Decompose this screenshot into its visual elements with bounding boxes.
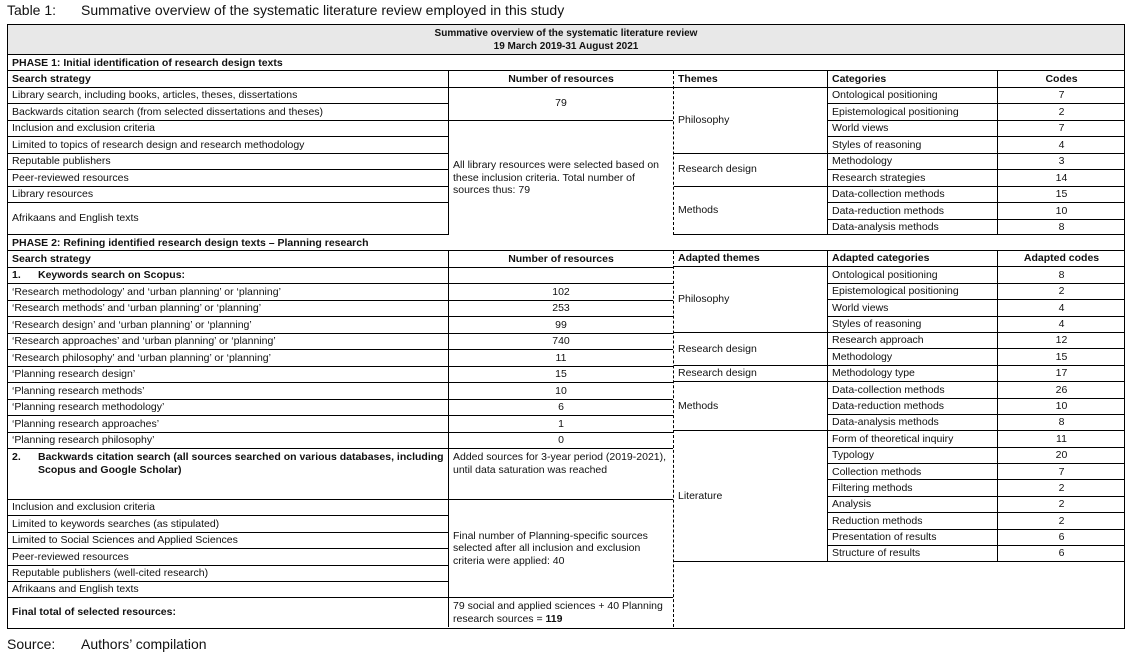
code-cell: 2 bbox=[998, 497, 1125, 513]
keyword-query: ‘Planning research methods’ bbox=[8, 383, 449, 400]
table-header-title: Summative overview of the systematic literature review bbox=[434, 28, 698, 39]
code-cell: 8 bbox=[998, 415, 1125, 431]
code-cell: 6 bbox=[998, 530, 1125, 546]
code-cell: 3 bbox=[998, 154, 1125, 171]
resources-header: Number of resources bbox=[449, 251, 673, 268]
criteria-resources: Final number of Planning-specific sources selected after all inclusion and exclusion criteria were applied: 40 bbox=[449, 500, 673, 598]
final-total-sentence: 79 social and applied sciences + 40 Planning research sources = bbox=[453, 600, 663, 625]
search-strategy-row: Library search, including books, articles, theses, dissertations bbox=[8, 88, 449, 105]
search-strategy-row: Reputable publishers bbox=[8, 154, 449, 171]
category-cell: Epistemological positioning bbox=[828, 104, 998, 121]
search-strategy-header: Search strategy bbox=[8, 251, 449, 268]
category-cell: Analysis bbox=[828, 497, 998, 513]
code-cell: 17 bbox=[998, 366, 1125, 382]
category-cell: Research strategies bbox=[828, 170, 998, 187]
category-cell: Data-reduction methods bbox=[828, 203, 998, 220]
keyword-query: ‘Planning research methodology’ bbox=[8, 400, 449, 417]
keyword-query: ‘Planning research design’ bbox=[8, 367, 449, 384]
code-cell: 11 bbox=[998, 431, 1125, 447]
phase1-themes-grid bbox=[673, 71, 1125, 235]
code-cell: 12 bbox=[998, 333, 1125, 349]
table-header-dates: 19 March 2019-31 August 2021 bbox=[493, 41, 639, 52]
categories-header: Adapted categories bbox=[828, 251, 998, 267]
category-cell: Structure of results bbox=[828, 546, 998, 562]
criteria-row: Limited to keywords searches (as stipulated) bbox=[8, 516, 449, 532]
keyword-count: 15 bbox=[449, 367, 673, 384]
category-cell: Ontological positioning bbox=[828, 267, 998, 283]
category-cell: Ontological positioning bbox=[828, 88, 998, 105]
code-cell: 4 bbox=[998, 137, 1125, 154]
criteria-row: Limited to Social Sciences and Applied Sciences bbox=[8, 533, 449, 549]
resources-note: All library resources were selected based on these inclusion criteria. Total number of sources thus: 79 bbox=[453, 159, 660, 196]
code-cell: 26 bbox=[998, 382, 1125, 398]
source-label: Source: bbox=[7, 636, 56, 652]
code-cell: 2 bbox=[998, 513, 1125, 529]
code-cell: 7 bbox=[998, 121, 1125, 138]
criteria-row: Peer-reviewed resources bbox=[8, 549, 449, 565]
keyword-query: ‘Research methodology’ and ‘urban planning’ or ‘planning’ bbox=[8, 284, 449, 301]
category-cell: Research approach bbox=[828, 333, 998, 349]
keyword-count: 6 bbox=[449, 400, 673, 417]
backwards-resources: Added sources for 3-year period (2019-2021), until data saturation was reached bbox=[449, 449, 673, 500]
phase1-title: PHASE 1: Initial identification of research design texts bbox=[8, 55, 1124, 71]
code-cell: 2 bbox=[998, 104, 1125, 121]
criteria-row: Inclusion and exclusion criteria bbox=[8, 500, 449, 516]
caption-label: Table 1: bbox=[7, 2, 57, 18]
final-total-text bbox=[449, 598, 673, 627]
category-cell: Data-reduction methods bbox=[828, 399, 998, 415]
phase1-block bbox=[8, 71, 1124, 235]
code-cell: 4 bbox=[998, 300, 1125, 316]
table-header bbox=[8, 25, 1124, 55]
codes-header: Adapted codes bbox=[998, 251, 1125, 267]
keyword-query: ‘Research approaches’ and ‘urban planning’ or ‘planning’ bbox=[8, 334, 449, 351]
keywords-heading-resources bbox=[449, 268, 673, 285]
keyword-query: ‘Planning research approaches’ bbox=[8, 416, 449, 433]
code-cell: 8 bbox=[998, 267, 1125, 283]
codes-header: Codes bbox=[998, 71, 1125, 88]
category-cell: Data-collection methods bbox=[828, 187, 998, 204]
keyword-count: 99 bbox=[449, 317, 673, 334]
keywords-heading bbox=[8, 268, 449, 285]
search-strategy-row: Peer-reviewed resources bbox=[8, 170, 449, 187]
final-total-label: Final total of selected resources: bbox=[8, 598, 449, 627]
category-cell: Typology bbox=[828, 448, 998, 464]
category-cell: World views bbox=[828, 121, 998, 138]
category-cell: Styles of reasoning bbox=[828, 137, 998, 154]
summary-table bbox=[7, 24, 1125, 629]
code-cell: 10 bbox=[998, 399, 1125, 415]
code-cell: 6 bbox=[998, 546, 1125, 562]
criteria-row: Afrikaans and English texts bbox=[8, 582, 449, 598]
keyword-count: 1 bbox=[449, 416, 673, 433]
keyword-count: 0 bbox=[449, 433, 673, 450]
phase1-search-grid bbox=[8, 71, 673, 235]
phase2-search-grid bbox=[8, 251, 673, 627]
keyword-count: 10 bbox=[449, 383, 673, 400]
category-cell: Collection methods bbox=[828, 464, 998, 480]
phase2-block bbox=[8, 251, 1124, 627]
theme-cell: Philosophy bbox=[674, 267, 828, 333]
backwards-citation-row bbox=[8, 449, 449, 500]
code-cell: 2 bbox=[998, 284, 1125, 300]
search-strategy-row: Library resources bbox=[8, 187, 449, 204]
search-strategy-row: Limited to topics of research design and research methodology bbox=[8, 137, 449, 154]
theme-cell: Philosophy bbox=[674, 88, 828, 154]
caption-text: Summative overview of the systematic literature review employed in this study bbox=[81, 2, 565, 18]
category-cell: Data-collection methods bbox=[828, 382, 998, 398]
category-cell: Data-analysis methods bbox=[828, 415, 998, 431]
code-cell: 2 bbox=[998, 480, 1125, 496]
search-strategy-row: Backwards citation search (from selected dissertations and theses) bbox=[8, 104, 449, 121]
keyword-count: 740 bbox=[449, 334, 673, 351]
search-strategy-row: Inclusion and exclusion criteria bbox=[8, 121, 449, 138]
categories-header: Categories bbox=[828, 71, 998, 88]
category-cell: World views bbox=[828, 300, 998, 316]
theme-cell: Research design bbox=[674, 366, 828, 382]
code-cell: 15 bbox=[998, 349, 1125, 365]
category-cell: Methodology bbox=[828, 349, 998, 365]
code-cell: 4 bbox=[998, 317, 1125, 333]
theme-cell: Research design bbox=[674, 333, 828, 366]
code-cell: 7 bbox=[998, 464, 1125, 480]
keyword-query: ‘Research philosophy’ and ‘urban planning’ or ‘planning’ bbox=[8, 350, 449, 367]
category-cell: Filtering methods bbox=[828, 480, 998, 496]
backwards-number: 2. bbox=[12, 451, 21, 463]
category-cell: Reduction methods bbox=[828, 513, 998, 529]
code-cell: 10 bbox=[998, 203, 1125, 220]
theme-cell: Methods bbox=[674, 187, 828, 236]
category-cell: Styles of reasoning bbox=[828, 317, 998, 333]
themes-header: Themes bbox=[674, 71, 828, 88]
theme-cell: Research design bbox=[674, 154, 828, 187]
search-strategy-row: Afrikaans and English texts bbox=[8, 203, 449, 235]
keyword-query: ‘Research design’ and ‘urban planning’ or ‘planning’ bbox=[8, 317, 449, 334]
code-cell: 20 bbox=[998, 448, 1125, 464]
theme-cell: Methods bbox=[674, 382, 828, 431]
keyword-count: 102 bbox=[449, 284, 673, 301]
category-cell: Data-analysis methods bbox=[828, 220, 998, 236]
backwards-text: Backwards citation search (all sources searched on various databases, including Scopus and Google Scholar) bbox=[38, 451, 444, 476]
category-cell: Epistemological positioning bbox=[828, 284, 998, 300]
phase2-title: PHASE 2: Refining identified research design texts – Planning research bbox=[8, 235, 1124, 251]
keywords-heading-text: Keywords search on Scopus: bbox=[38, 269, 186, 281]
keyword-query: ‘Planning research philosophy’ bbox=[8, 433, 449, 450]
category-cell: Presentation of results bbox=[828, 530, 998, 546]
code-cell: 14 bbox=[998, 170, 1125, 187]
code-cell: 15 bbox=[998, 187, 1125, 204]
final-total-description bbox=[453, 600, 669, 625]
keyword-count: 11 bbox=[449, 350, 673, 367]
category-cell: Methodology type bbox=[828, 366, 998, 382]
empty-filler bbox=[674, 562, 1125, 627]
table-source bbox=[7, 636, 207, 652]
keyword-count: 253 bbox=[449, 301, 673, 318]
keyword-query: ‘Research methods’ and ‘urban planning’ or ‘planning’ bbox=[8, 301, 449, 318]
search-strategy-header: Search strategy bbox=[8, 71, 449, 88]
themes-header: Adapted themes bbox=[674, 251, 828, 267]
keywords-heading-number: 1. bbox=[12, 269, 21, 281]
code-cell: 7 bbox=[998, 88, 1125, 105]
phase2-themes-grid bbox=[673, 251, 1125, 627]
category-cell: Form of theoretical inquiry bbox=[828, 431, 998, 447]
table-caption bbox=[7, 2, 564, 18]
theme-cell: Literature bbox=[674, 431, 828, 562]
resources-header: Number of resources bbox=[449, 71, 673, 88]
resources-count: 79 bbox=[449, 88, 673, 121]
source-text: Authors’ compilation bbox=[81, 636, 207, 652]
category-cell: Methodology bbox=[828, 154, 998, 171]
code-cell: 8 bbox=[998, 220, 1125, 236]
final-total-value: 119 bbox=[545, 612, 563, 625]
criteria-row: Reputable publishers (well-cited research) bbox=[8, 566, 449, 582]
